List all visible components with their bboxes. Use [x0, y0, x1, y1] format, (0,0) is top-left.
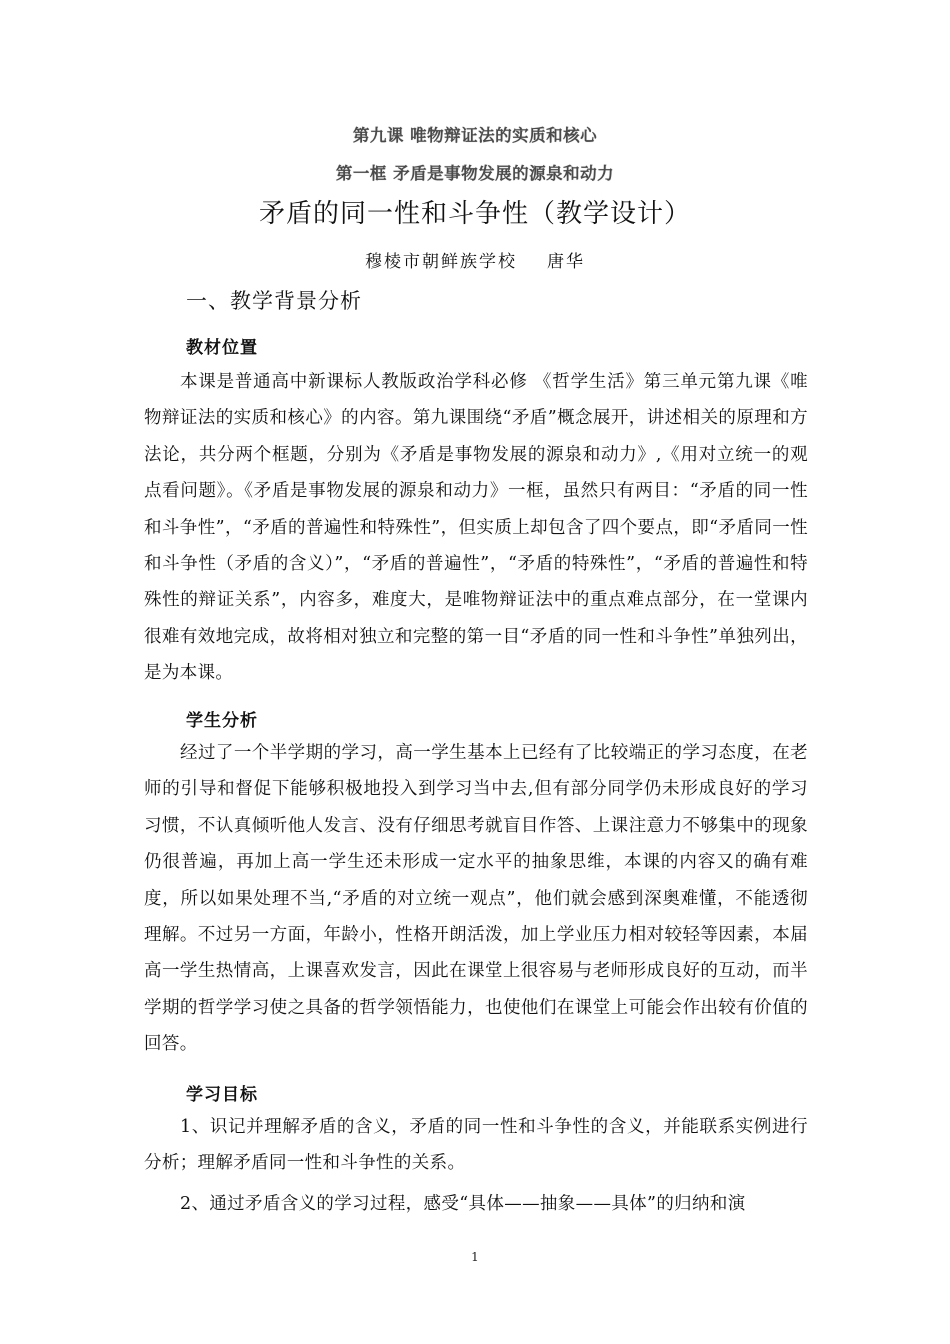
paragraph-student-analysis: 经过了一个半学期的学习，高一学生基本上已经有了比较端正的学习态度，在老师的引导和督促下能够积极地投入到学习当中去,但有部分同学仍未形成良好的学习习惯，不认真倾听他人发言、没有仔细思考就盲目作答、上课注意力不够集中的现象仍很普遍，再加上高一学生还未形成一定水平的抽象思维，本课的内容又的确有难度，所以如果处理不当,“矛盾的对立统一观点”，他们就会感到深奥难懂，不能透彻理解。不过另一方面，年龄小，性格开朗活泼，加上学业压力相对较轻等因素，本届高一学生热情高，上课喜欢发言，因此在课堂上很容易与老师形成良好的互动，而半学期的哲学学习使之具备的哲学领悟能力，也使他们在课堂上可能会作出较有价值的回答。 [144, 743, 808, 1055]
paragraph-textbook-position: 本课是普通高中新课标人教版政治学科必修 《哲学生活》第三单元第九课《唯物辩证法的实质和核心》的内容。第九课围绕“矛盾”概念展开，讲述相关的原理和方法论，共分两个框题，分别为《矛盾是事物发展的源泉和动力》,《用对立统一的观点看问题》。《矛盾是事物发展的源泉和动力》一框，虽然只有两目：“矛盾的同一性和斗争性”，“矛盾的普遍性和特殊性”，但实质上却包含了四个要点，即“矛盾同一性和斗争性（矛盾的含义）”，“矛盾的普遍性”，“矛盾的特殊性”，“矛盾的普遍性和特殊性的辩证关系”，内容多，难度大，是唯物辩证法中的重点难点部分，在一堂课内很难有效地完成，故将相对独立和完整的第一目“矛盾的同一性和斗争性”单独列出，是为本课。 [144, 372, 808, 684]
learning-goal-item: 2、通过矛盾含义的学习过程，感受“具体——抽象——具体”的归纳和演 [180, 1194, 746, 1214]
subheading-student-analysis: 学生分析 [186, 711, 258, 731]
author-school: 穆棱市朝鲜族学校 [365, 252, 517, 272]
page-title: 矛盾的同一性和斗争性（教学设计） [258, 199, 691, 229]
learning-goal-item: 1、识记并理解矛盾的含义，矛盾的同一性和斗争性的含义，并能联系实例进行分析；理解矛盾同一性和斗争性的关系。 [144, 1117, 808, 1174]
page-number: 1 [471, 1250, 479, 1264]
subheading-textbook-position: 教材位置 [186, 338, 258, 358]
author-name: 唐华 [547, 252, 585, 272]
subheading-learning-goals: 学习目标 [186, 1085, 258, 1105]
lesson-header: 第九课 唯物辩证法的实质和核心 [352, 126, 598, 145]
section-heading-background: 一、教学背景分析 [186, 289, 362, 313]
author-line [0, 247, 950, 272]
frame-header: 第一框 矛盾是事物发展的源泉和动力 [335, 164, 615, 183]
